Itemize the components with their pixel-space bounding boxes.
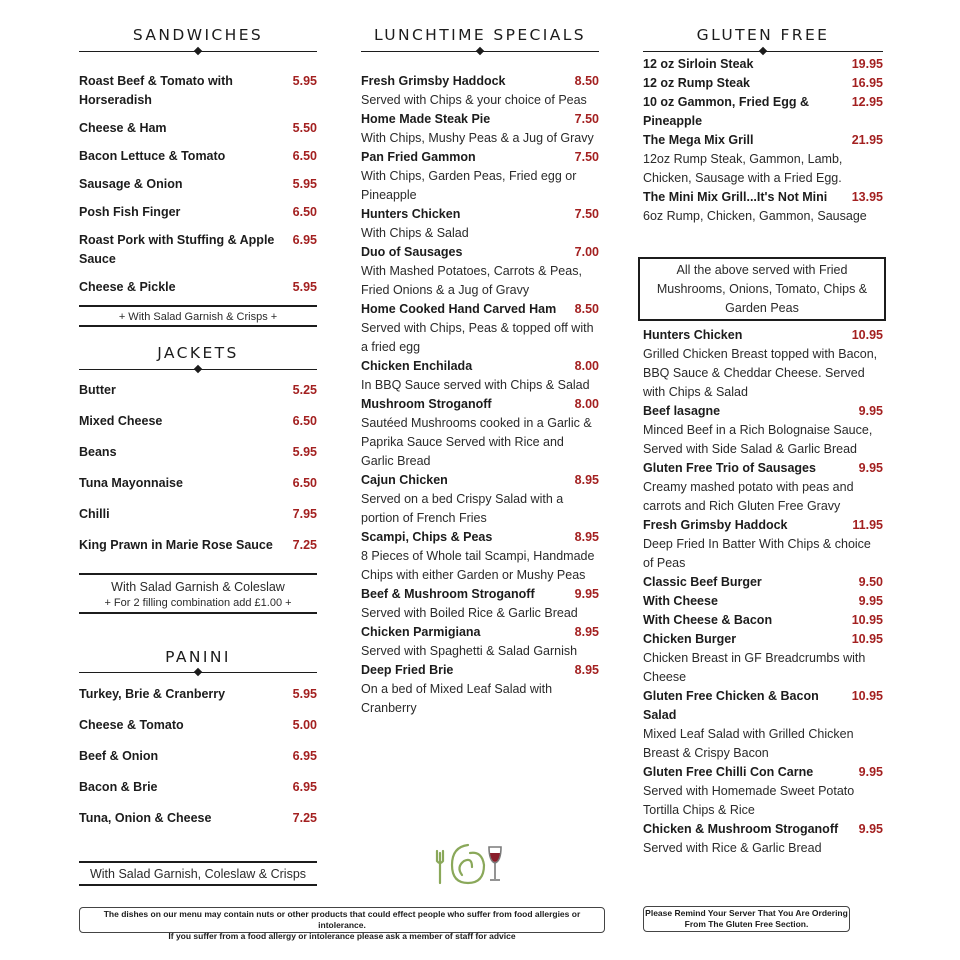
menu-item-description: On a bed of Mixed Leaf Salad with Cranberry xyxy=(361,682,553,715)
menu-item-price: 8.50 xyxy=(574,302,599,316)
menu-item-price: 8.50 xyxy=(574,74,599,88)
menu-item-name: Bacon Lettuce & Tomato xyxy=(79,149,226,163)
menu-item-row xyxy=(643,611,883,630)
menu-item-price: 7.00 xyxy=(574,245,599,259)
menu-item-name: The Mega Mix Grill xyxy=(643,133,754,147)
menu-item xyxy=(643,74,883,93)
jackets-title: JACKETS xyxy=(157,344,239,362)
menu-item-price: 9.95 xyxy=(858,594,883,608)
menu-item-row xyxy=(361,148,599,167)
menu-item-row xyxy=(79,778,317,797)
menu-item xyxy=(79,443,317,462)
menu-item-description: 8 Pieces of Whole tail Scampi, Handmade Chips with either Garden or Mushy Peas xyxy=(361,549,595,582)
menu-item-name: Tuna Mayonnaise xyxy=(79,476,183,490)
menu-item xyxy=(643,326,883,402)
menu-item-name: Cheese & Pickle xyxy=(79,280,176,294)
menu-item xyxy=(643,131,883,188)
menu-item xyxy=(361,585,599,623)
menu-item-name: Beef lasagne xyxy=(643,404,721,418)
menu-item-price: 19.95 xyxy=(851,57,883,71)
allergy-disclaimer-line2: If you suffer from a food allergy or intolerance please ask a member of staff for advice xyxy=(168,931,516,941)
menu-item-row xyxy=(361,72,599,91)
menu-item-name: Beef & Mushroom Stroganoff xyxy=(361,587,535,601)
menu-item-price: 5.50 xyxy=(292,121,317,135)
lunchtime-rule xyxy=(361,51,599,52)
menu-item-name: Posh Fish Finger xyxy=(79,205,181,219)
menu-item-name: Fresh Grimsby Haddock xyxy=(361,74,506,88)
menu-item-row xyxy=(361,243,599,262)
menu-item-description: Served with Spaghetti & Salad Garnish xyxy=(361,644,578,658)
menu-item xyxy=(79,778,317,797)
menu-item-row xyxy=(79,412,317,431)
menu-item-row xyxy=(79,278,317,297)
menu-item-name: Fresh Grimsby Haddock xyxy=(643,518,788,532)
menu-item-row xyxy=(79,809,317,828)
menu-item-name: Roast Beef & Tomato with Horseradish xyxy=(79,74,233,107)
menu-item xyxy=(79,505,317,524)
menu-item xyxy=(643,516,883,573)
menu-item-name: Cheese & Ham xyxy=(79,121,167,135)
menu-item-name: 10 oz Gammon, Fried Egg & Pineapple xyxy=(643,95,809,128)
menu-item-row xyxy=(79,175,317,194)
menu-item-price: 10.95 xyxy=(851,328,883,342)
sandwiches-list xyxy=(79,72,317,306)
menu-item-price: 5.00 xyxy=(292,718,317,732)
menu-item-row xyxy=(361,110,599,129)
menu-item-row xyxy=(643,687,883,725)
menu-item xyxy=(643,188,883,226)
gluten-free-served-note: All the above served with Fried Mushrooms, Onions, Tomato, Chips & Garden Peas xyxy=(638,257,886,321)
menu-item-name: With Cheese & Bacon xyxy=(643,613,773,627)
menu-item xyxy=(643,402,883,459)
menu-item-price: 6.50 xyxy=(292,149,317,163)
menu-item xyxy=(643,763,883,820)
menu-item-row xyxy=(643,326,883,345)
menu-item xyxy=(361,623,599,661)
menu-item xyxy=(361,300,599,357)
menu-item-row xyxy=(361,528,599,547)
menu-item-name: Chicken Parmigiana xyxy=(361,625,481,639)
allergy-disclaimer-line1: The dishes on our menu may contain nuts or other products that could effect people who suffer from food allergies or intolerance. xyxy=(103,909,581,930)
menu-item-description: Served with Rice & Garlic Bread xyxy=(643,841,822,855)
menu-item-price: 8.00 xyxy=(574,359,599,373)
menu-item-description: 12oz Rump Steak, Gammon, Lamb, Chicken, Sausage with a Fried Egg. xyxy=(643,152,843,185)
menu-item-row xyxy=(79,381,317,400)
menu-item xyxy=(361,205,599,243)
menu-item-name: 12 oz Sirloin Steak xyxy=(643,57,754,71)
menu-item-price: 12.95 xyxy=(851,95,883,109)
menu-item xyxy=(361,148,599,205)
menu-item-name: Butter xyxy=(79,383,116,397)
menu-item-name: Duo of Sausages xyxy=(361,245,463,259)
menu-item-name: King Prawn in Marie Rose Sauce xyxy=(79,538,273,552)
menu-item-name: Home Cooked Hand Carved Ham xyxy=(361,302,557,316)
menu-item-price: 13.95 xyxy=(851,190,883,204)
menu-item-row xyxy=(79,685,317,704)
menu-item-price: 6.50 xyxy=(292,414,317,428)
menu-item-name: With Cheese xyxy=(643,594,718,608)
menu-item-price: 8.95 xyxy=(574,530,599,544)
sandwiches-note xyxy=(79,305,317,327)
menu-item xyxy=(643,820,883,858)
menu-item-description: Chicken Breast in GF Breadcrumbs with Cheese xyxy=(643,651,866,684)
menu-item-name: Deep Fried Brie xyxy=(361,663,454,677)
menu-item-price: 11.95 xyxy=(852,518,883,532)
menu-item xyxy=(79,203,317,222)
menu-item-name: Gluten Free Chilli Con Carne xyxy=(643,765,814,779)
jackets-note-line1: With Salad Garnish & Coleslaw xyxy=(111,580,285,594)
menu-item-description: With Chips, Mushy Peas & a Jug of Gravy xyxy=(361,131,594,145)
menu-item-row xyxy=(643,459,883,478)
menu-item-row xyxy=(79,119,317,138)
menu-item xyxy=(643,687,883,763)
menu-item-description: Served with Chips & your choice of Peas xyxy=(361,93,587,107)
menu-item xyxy=(643,630,883,687)
menu-item-price: 7.50 xyxy=(574,150,599,164)
menu-item-row xyxy=(643,74,883,93)
menu-item-name: Turkey, Brie & Cranberry xyxy=(79,687,226,701)
menu-item-description: Grilled Chicken Breast topped with Bacon, BBQ Sauce & Cheddar Cheese. Served with Chips & Salad xyxy=(643,347,878,399)
menu-item-price: 9.95 xyxy=(858,765,883,779)
menu-item-price: 6.95 xyxy=(292,233,317,247)
menu-item-description: Deep Fried In Batter With Chips & choice of Peas xyxy=(643,537,871,570)
menu-item-row xyxy=(643,131,883,150)
menu-item xyxy=(79,536,317,555)
sandwiches-note-text: + With Salad Garnish & Crisps + xyxy=(118,311,278,323)
menu-item-row xyxy=(643,592,883,611)
menu-item-price: 21.95 xyxy=(851,133,883,147)
menu-item xyxy=(79,412,317,431)
menu-item-name: Cajun Chicken xyxy=(361,473,448,487)
menu-item-description: Served with Boiled Rice & Garlic Bread xyxy=(361,606,578,620)
menu-item xyxy=(79,119,317,138)
menu-item-name: Mixed Cheese xyxy=(79,414,163,428)
menu-item-name: Chicken & Mushroom Stroganoff xyxy=(643,822,839,836)
menu-item-row xyxy=(361,357,599,376)
menu-item-row xyxy=(361,585,599,604)
menu-item-price: 10.95 xyxy=(851,632,883,646)
menu-item-description: Served on a bed Crispy Salad with a portion of French Fries xyxy=(361,492,564,525)
menu-item-row xyxy=(361,661,599,680)
gluten-free-reminder xyxy=(643,906,850,932)
menu-item-row xyxy=(79,147,317,166)
menu-item-price: 5.95 xyxy=(292,687,317,701)
lunchtime-list xyxy=(361,72,599,718)
menu-item-price: 9.95 xyxy=(574,587,599,601)
menu-item-price: 5.25 xyxy=(292,383,317,397)
menu-item-name: Gluten Free Trio of Sausages xyxy=(643,461,816,475)
menu-item-price: 7.95 xyxy=(292,507,317,521)
menu-item-price: 16.95 xyxy=(851,76,883,90)
menu-item-price: 6.95 xyxy=(292,749,317,763)
menu-item-row xyxy=(79,747,317,766)
menu-item-name: Bacon & Brie xyxy=(79,780,158,794)
menu-item-name: Classic Beef Burger xyxy=(643,575,762,589)
menu-item xyxy=(79,716,317,735)
menu-item xyxy=(361,357,599,395)
menu-item-price: 7.25 xyxy=(292,538,317,552)
menu-item-row xyxy=(643,93,883,131)
menu-item-name: Pan Fried Gammon xyxy=(361,150,476,164)
menu-item xyxy=(643,611,883,630)
menu-item-name: Chilli xyxy=(79,507,110,521)
gluten-free-grill-list xyxy=(643,55,883,226)
menu-item-row xyxy=(643,763,883,782)
panini-list xyxy=(79,685,317,840)
gluten-free-title: GLUTEN FREE xyxy=(696,26,830,44)
menu-item-row xyxy=(79,203,317,222)
menu-item-description: 6oz Rump, Chicken, Gammon, Sausage xyxy=(643,209,867,223)
menu-item-price: 7.50 xyxy=(574,112,599,126)
menu-item-price: 10.95 xyxy=(851,689,883,703)
menu-item xyxy=(361,471,599,528)
panini-rule xyxy=(79,672,317,673)
menu-item-name: 12 oz Rump Steak xyxy=(643,76,750,90)
menu-item xyxy=(79,685,317,704)
menu-item-name: Mushroom Stroganoff xyxy=(361,397,492,411)
menu-item-row xyxy=(361,395,599,414)
menu-item-name: Hunters Chicken xyxy=(643,328,743,342)
menu-item-row xyxy=(643,402,883,421)
menu-item-description: Mixed Leaf Salad with Grilled Chicken Breast & Crispy Bacon xyxy=(643,727,854,760)
menu-item xyxy=(361,661,599,718)
menu-item-price: 9.95 xyxy=(858,822,883,836)
lunchtime-title: LUNCHTIME SPECIALS xyxy=(373,26,587,44)
jackets-rule xyxy=(79,369,317,370)
menu-item-name: Sausage & Onion xyxy=(79,177,183,191)
menu-item-price: 8.95 xyxy=(574,473,599,487)
menu-item xyxy=(643,459,883,516)
menu-item xyxy=(361,528,599,585)
menu-item-row xyxy=(643,820,883,839)
menu-item xyxy=(79,147,317,166)
menu-item-price: 9.95 xyxy=(858,461,883,475)
menu-item-row xyxy=(79,231,317,269)
panini-note xyxy=(79,861,317,886)
menu-item-name: Beans xyxy=(79,445,117,459)
menu-item-price: 7.25 xyxy=(292,811,317,825)
jackets-note-line2: + For 2 filling combination add £1.00 + xyxy=(104,597,292,609)
menu-item xyxy=(79,809,317,828)
menu-item xyxy=(79,231,317,269)
cutlery-plate-wine-icon xyxy=(434,837,504,887)
menu-item xyxy=(79,381,317,400)
menu-item xyxy=(79,474,317,493)
gluten-free-reminder-line1: Please Remind Your Server That You Are Ordering xyxy=(645,908,848,918)
menu-item xyxy=(643,592,883,611)
menu-item xyxy=(361,395,599,471)
menu-item-row xyxy=(643,630,883,649)
gluten-free-list xyxy=(643,326,883,858)
menu-item-name: Hunters Chicken xyxy=(361,207,461,221)
menu-item-row xyxy=(79,716,317,735)
menu-item-price: 8.00 xyxy=(574,397,599,411)
menu-item-name: Gluten Free Chicken & Bacon Salad xyxy=(643,689,819,722)
menu-item-name: The Mini Mix Grill...It's Not Mini xyxy=(643,190,828,204)
panini-note-text: With Salad Garnish, Coleslaw & Crisps xyxy=(89,867,307,881)
panini-title: PANINI xyxy=(165,648,231,666)
menu-item-name: Chicken Enchilada xyxy=(361,359,473,373)
menu-item-row xyxy=(643,573,883,592)
menu-item-price: 7.50 xyxy=(574,207,599,221)
menu-item-description: With Chips & Salad xyxy=(361,226,469,240)
menu-item xyxy=(79,72,317,110)
menu-item xyxy=(361,110,599,148)
menu-item-name: Tuna, Onion & Cheese xyxy=(79,811,212,825)
menu-item-name: Beef & Onion xyxy=(79,749,159,763)
menu-item-row xyxy=(643,55,883,74)
menu-item-name: Home Made Steak Pie xyxy=(361,112,491,126)
menu-item-price: 8.95 xyxy=(574,663,599,677)
menu-item-description: Minced Beef in a Rich Bolognaise Sauce, Served with Side Salad & Garlic Bread xyxy=(643,423,873,456)
menu-item-price: 8.95 xyxy=(574,625,599,639)
allergy-disclaimer xyxy=(79,907,605,941)
menu-item-price: 6.50 xyxy=(292,205,317,219)
menu-item xyxy=(79,278,317,297)
menu-item-description: Sautéed Mushrooms cooked in a Garlic & Paprika Sauce Served with Rice and Garlic Bread xyxy=(361,416,592,468)
menu-item-row xyxy=(79,505,317,524)
menu-item-name: Roast Pork with Stuffing & Apple Sauce xyxy=(79,233,275,266)
menu-item-price: 10.95 xyxy=(851,613,883,627)
menu-item xyxy=(643,55,883,74)
menu-item xyxy=(361,72,599,110)
menu-item-description: With Chips, Garden Peas, Fried egg or Pineapple xyxy=(361,169,577,202)
menu-item-description: In BBQ Sauce served with Chips & Salad xyxy=(361,378,590,392)
menu-item xyxy=(643,573,883,592)
gluten-free-rule xyxy=(643,51,883,52)
menu-item-price: 5.95 xyxy=(292,445,317,459)
menu-item-row xyxy=(643,516,883,535)
menu-item-description: With Mashed Potatoes, Carrots & Peas, Fried Onions & a Jug of Gravy xyxy=(361,264,582,297)
menu-item-price: 9.95 xyxy=(858,404,883,418)
menu-item-description: Served with Chips, Peas & topped off with a fried egg xyxy=(361,321,594,354)
sandwiches-rule xyxy=(79,51,317,52)
menu-item-row xyxy=(79,474,317,493)
menu-item-row xyxy=(361,471,599,490)
gluten-free-reminder-line2: From The Gluten Free Section. xyxy=(684,919,809,929)
menu-item-row xyxy=(361,205,599,224)
menu-item-description: Served with Homemade Sweet Potato Tortilla Chips & Rice xyxy=(643,784,855,817)
menu-item-row xyxy=(79,72,317,110)
menu-item-row xyxy=(643,188,883,207)
menu-item-price: 6.95 xyxy=(292,780,317,794)
menu-item-row xyxy=(79,536,317,555)
menu-item-name: Scampi, Chips & Peas xyxy=(361,530,493,544)
menu-item xyxy=(79,175,317,194)
menu-item xyxy=(361,243,599,300)
menu-item-name: Chicken Burger xyxy=(643,632,737,646)
menu-item-row xyxy=(361,623,599,642)
menu-item xyxy=(643,93,883,131)
menu-item-description: Creamy mashed potato with peas and carrots and Rich Gluten Free Gravy xyxy=(643,480,854,513)
sandwiches-title: SANDWICHES xyxy=(132,26,264,44)
menu-item-price: 9.50 xyxy=(858,575,883,589)
menu-item-price: 6.50 xyxy=(292,476,317,490)
menu-item xyxy=(79,747,317,766)
menu-item-name: Cheese & Tomato xyxy=(79,718,184,732)
menu-item-price: 5.95 xyxy=(292,74,317,88)
jackets-note xyxy=(79,573,317,614)
menu-item-price: 5.95 xyxy=(292,177,317,191)
menu-item-price: 5.95 xyxy=(292,280,317,294)
menu-item-row xyxy=(361,300,599,319)
jackets-list xyxy=(79,381,317,567)
menu-item-row xyxy=(79,443,317,462)
